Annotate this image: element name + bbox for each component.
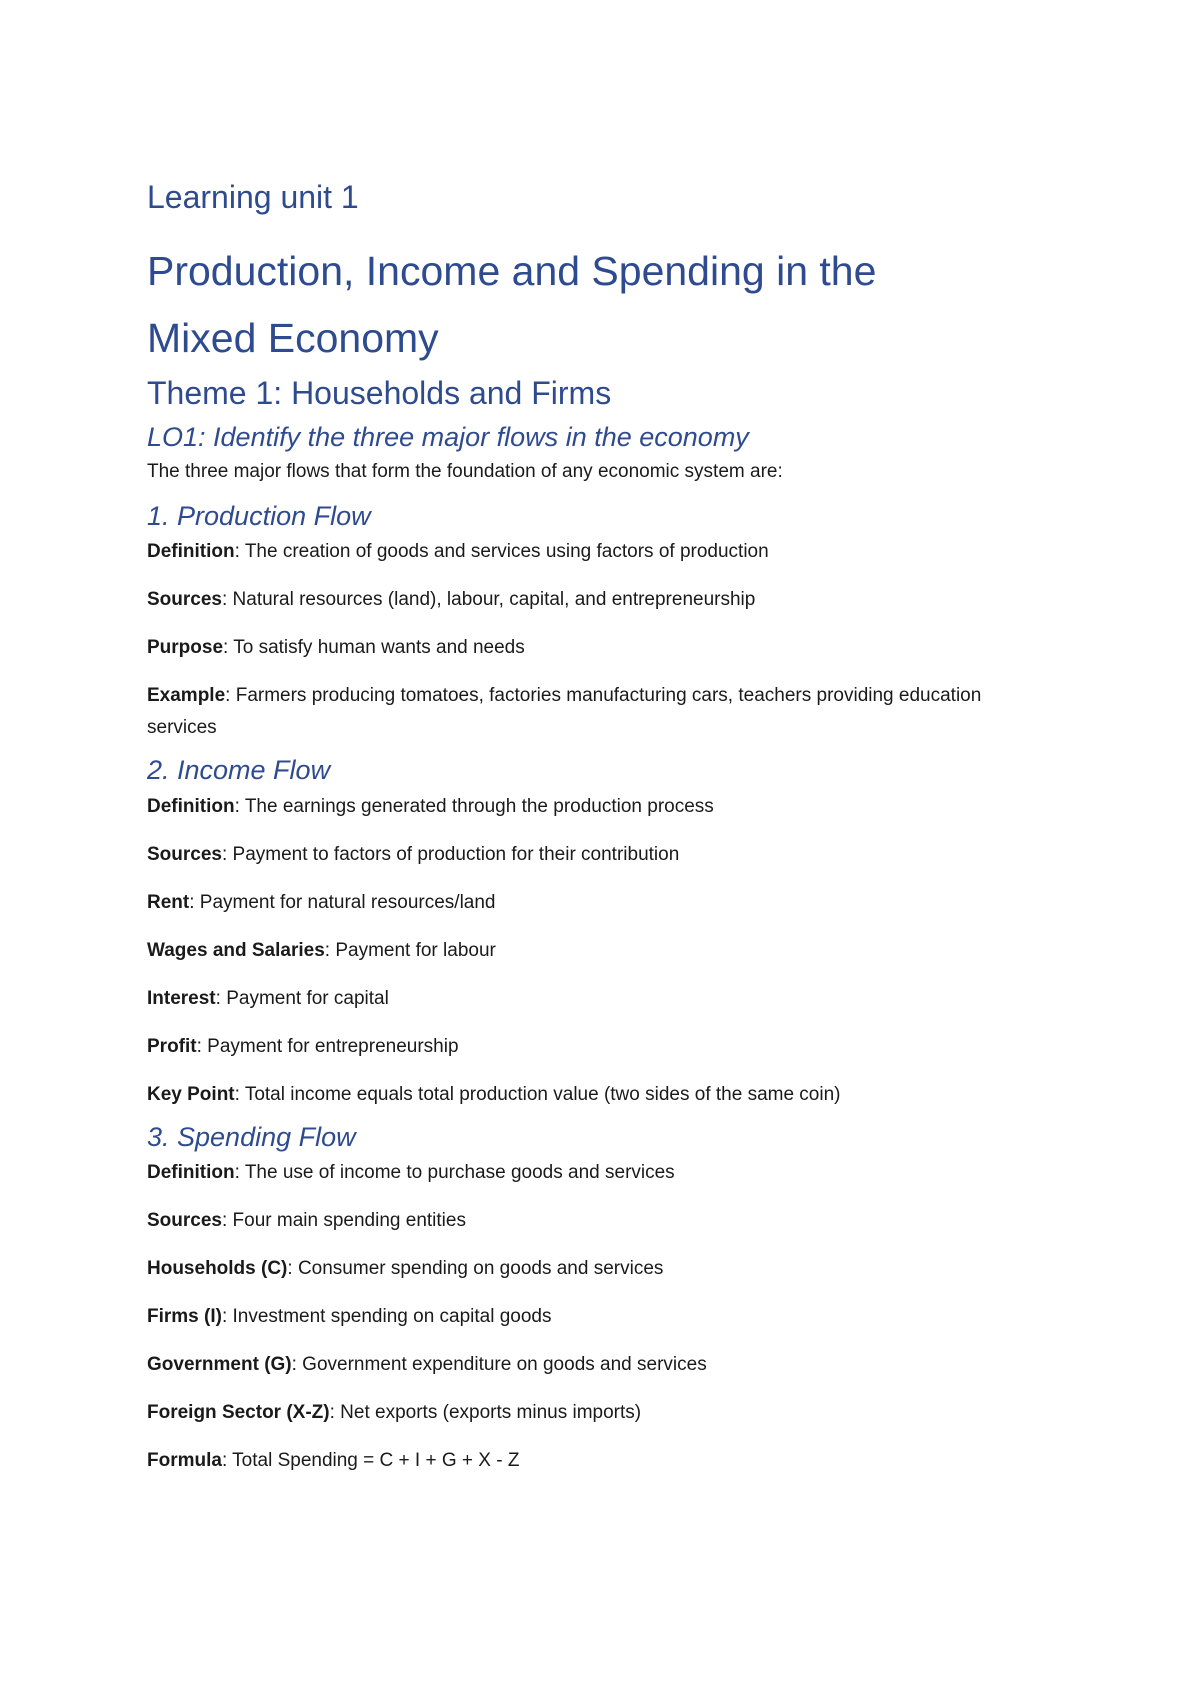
item-term: Interest (147, 987, 216, 1009)
households-item (147, 1253, 1047, 1285)
item-term: Definition (147, 541, 235, 563)
item-term: Definition (147, 1161, 235, 1183)
item-text: : The creation of goods and services using factors of production (234, 541, 769, 563)
formula-item (147, 1445, 1047, 1477)
item-term: Key Point (147, 1083, 235, 1105)
section-production-flow (147, 500, 1047, 744)
main-title-line-1: Production, Income and Spending in the (147, 248, 877, 295)
item-term: Rent (147, 891, 190, 913)
item-text: : Payment for capital (215, 987, 389, 1009)
item-term: Profit (147, 1035, 197, 1057)
item-text: : Total Spending = C + I + G + X - Z (221, 1449, 520, 1471)
item-text: : The use of income to purchase goods and services (234, 1161, 675, 1183)
key-point-item (147, 1079, 1047, 1111)
item-text: : Net exports (exports minus imports) (329, 1401, 642, 1423)
main-title-line-2: Mixed Economy (147, 315, 439, 362)
government-item (147, 1349, 1047, 1381)
definition-item (147, 1157, 1047, 1189)
sources-item (147, 1205, 1047, 1237)
item-term: Sources (147, 589, 222, 611)
definition-item (147, 791, 1047, 823)
item-term: Wages and Salaries (147, 939, 325, 961)
item-term: Example (147, 685, 226, 707)
main-title (147, 238, 1047, 372)
item-term: Purpose (147, 637, 224, 659)
item-text: : Total income equals total production value (two sides of the same coin) (234, 1083, 841, 1105)
sources-item (147, 584, 1047, 616)
rent-item (147, 887, 1047, 919)
sources-item (147, 839, 1047, 871)
item-term: Government (G) (147, 1353, 292, 1375)
example-item (147, 680, 1047, 744)
item-text: : Consumer spending on goods and services (287, 1257, 664, 1279)
item-text: : Payment for labour (324, 939, 496, 961)
item-text: : Four main spending entities (221, 1209, 466, 1231)
item-text: : Payment to factors of production for their contribution (221, 843, 680, 865)
item-term: Firms (I) (147, 1305, 222, 1327)
section-title: 1. Production Flow (147, 500, 371, 531)
purpose-item (147, 632, 1047, 664)
item-text: : Natural resources (land), labour, capital, and entrepreneurship (221, 589, 756, 611)
intro-paragraph: The three major flows that form the foundation of any economic system are: (147, 461, 783, 483)
item-text: : Farmers producing tomatoes, factories manufacturing cars, teachers providing education services (147, 685, 982, 739)
section-spending-flow (147, 1121, 1047, 1477)
interest-item (147, 983, 1047, 1015)
item-term: Households (C) (147, 1257, 288, 1279)
wages-item (147, 935, 1047, 967)
item-term: Definition (147, 795, 235, 817)
section-title: 3. Spending Flow (147, 1121, 356, 1152)
item-term: Sources (147, 843, 222, 865)
item-text: : Payment for entrepreneurship (196, 1035, 459, 1057)
unit-title: Learning unit 1 (147, 179, 359, 215)
item-text: : Government expenditure on goods and services (291, 1353, 707, 1375)
item-term: Foreign Sector (X-Z) (147, 1401, 330, 1423)
section-income-flow (147, 754, 1047, 1110)
learning-outcome-title: LO1: Identify the three major flows in the economy (147, 421, 749, 452)
item-term: Sources (147, 1209, 222, 1231)
item-text: : Investment spending on capital goods (221, 1305, 552, 1327)
item-text: : Payment for natural resources/land (189, 891, 496, 913)
section-title: 2. Income Flow (147, 755, 331, 786)
item-text: : The earnings generated through the production process (234, 795, 714, 817)
item-text: : To satisfy human wants and needs (223, 637, 525, 659)
item-term: Formula (147, 1449, 222, 1471)
profit-item (147, 1031, 1047, 1063)
foreign-sector-item (147, 1397, 1047, 1429)
theme-title: Theme 1: Households and Firms (147, 375, 612, 412)
document-page (147, 178, 1047, 1493)
firms-item (147, 1301, 1047, 1333)
definition-item (147, 536, 1047, 568)
